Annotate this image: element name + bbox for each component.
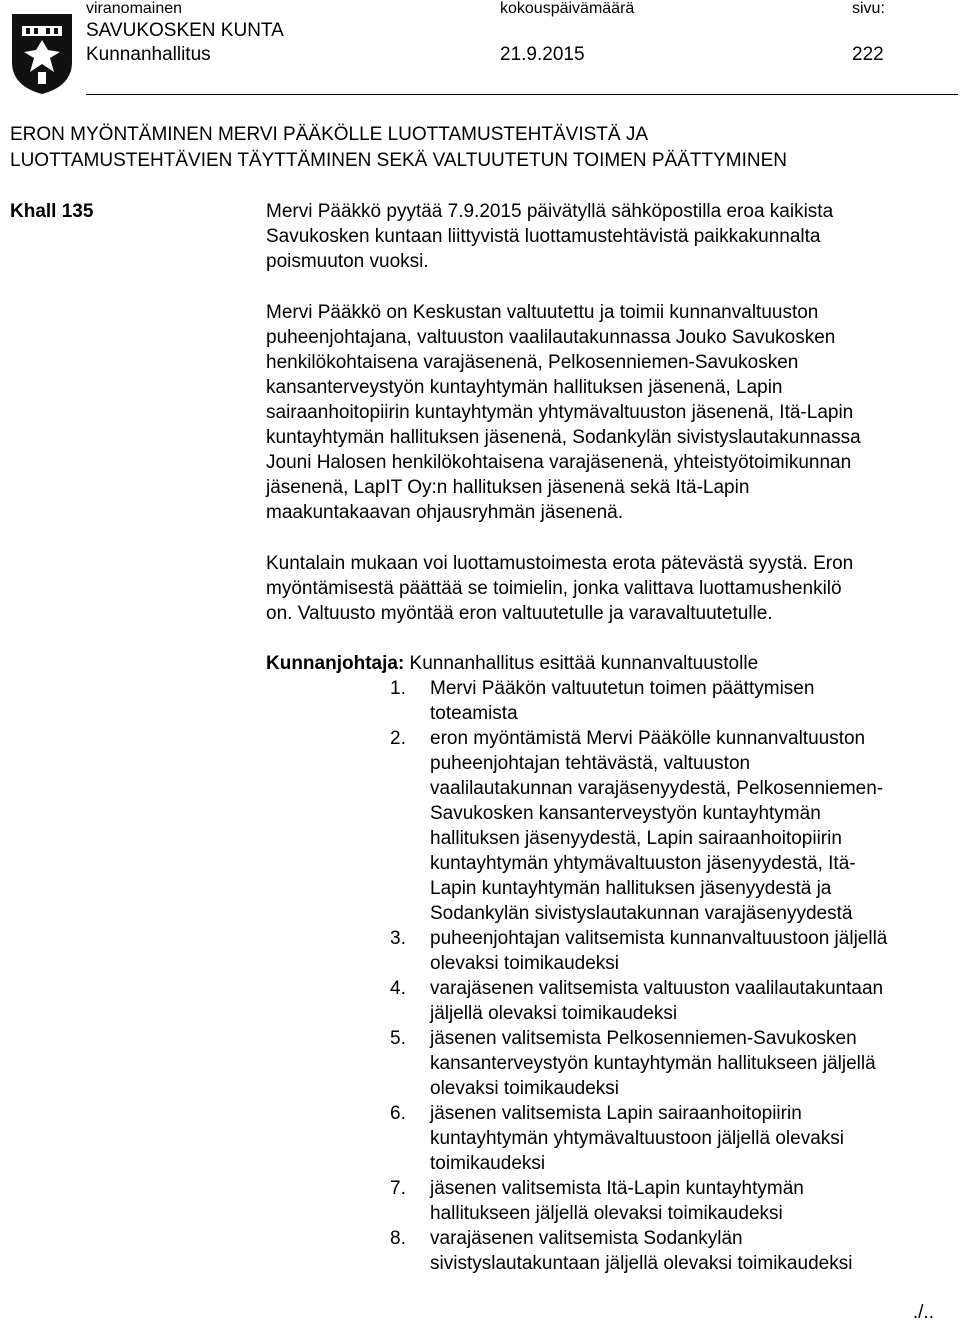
continuation-mark: ./.. — [912, 1302, 934, 1323]
text-line: puheenjohtajana, valtuuston vaalilautakunnassa Jouko Savukosken — [266, 327, 836, 348]
paragraph-positions — [266, 300, 956, 525]
list-item-number: 3. — [390, 928, 406, 949]
list-item-number: 2. — [390, 728, 406, 749]
list-item-line: Lapin kuntayhtymän hallituksen jäsenyydestä ja — [430, 878, 832, 899]
authority-name: Kunnanhallitus — [86, 44, 211, 65]
list-item-line: jäsenen valitsemista Pelkosenniemen-Savukosken — [430, 1028, 857, 1049]
text-line: sairaanhoitopiirin kuntayhtymän yhtymävaltuuston jäsenenä, Itä-Lapin — [266, 402, 854, 423]
list-item-line: Mervi Pääkön valtuutetun toimen päättymisen — [430, 678, 815, 699]
list-item-line: toimikaudeksi — [430, 1153, 546, 1174]
header-label-authority: viranomainen — [86, 0, 183, 17]
list-item-number: 4. — [390, 978, 406, 999]
list-item-line: toteamista — [430, 703, 518, 724]
list-item-line: jäsenen valitsemista Lapin sairaanhoitopiirin — [430, 1103, 802, 1124]
header-divider — [86, 94, 958, 95]
text-line: on. Valtuusto myöntää eron valtuutetulle ja varavaltuutetulle. — [266, 603, 773, 624]
list-item-line: varajäsenen valitsemista valtuuston vaalilautakuntaan — [430, 978, 884, 999]
list-item-line: olevaksi toimikaudeksi — [430, 953, 620, 974]
list-item-line: hallituksen jäsenyydestä, Lapin sairaanhoitopiirin — [430, 828, 842, 849]
list-item-line: varajäsenen valitsemista Sodankylän — [430, 1228, 743, 1249]
text-line: maakuntakaavan ohjausryhmän jäsenenä. — [266, 502, 624, 523]
text-line: Kuntalain mukaan voi luottamustoimesta erota pätevästä syystä. Eron — [266, 553, 854, 574]
text-line: poismuuton vuoksi. — [266, 251, 429, 272]
list-item-number: 8. — [390, 1228, 406, 1249]
list-item-line: Sodankylän sivistyslautakunnan varajäsenyydestä — [430, 903, 853, 924]
text-line: Savukosken kuntaan liittyvistä luottamustehtävistä paikkakunnalta — [266, 226, 821, 247]
municipality-name: SAVUKOSKEN KUNTA — [86, 20, 284, 41]
list-item-line: kuntayhtymän yhtymävaltuustoon jäljellä olevaksi — [430, 1128, 844, 1149]
text-line: kuntayhtymän hallituksen jäsenenä, Sodankylän sivistyslautakunnassa — [266, 427, 861, 448]
list-item-number: 1. — [390, 678, 406, 699]
proposal-line — [266, 651, 758, 676]
list-item-line: hallitukseen jäljellä olevaksi toimikaudeksi — [430, 1203, 783, 1224]
list-item-number: 6. — [390, 1103, 406, 1124]
title-line: ERON MYÖNTÄMINEN MERVI PÄÄKÖLLE LUOTTAMUSTEHTÄVISTÄ JA — [10, 124, 649, 145]
header-label-date: kokouspäivämäärä — [500, 0, 635, 17]
text-line: Jouni Halosen henkilökohtaisena varajäsenenä, yhteistyötoimikunnan — [266, 452, 852, 473]
text-line: myöntämisestä päättää se toimielin, jonka valittava luottamushenkilö — [266, 578, 842, 599]
document-title — [10, 122, 950, 174]
text-line: Mervi Pääkkö pyytää 7.9.2015 päivätyllä sähköpostilla eroa kaikista — [266, 201, 834, 222]
proposal-label: Kunnanjohtaja: — [266, 653, 405, 674]
list-item-line: kuntayhtymän yhtymävaltuuston jäsenyydestä, Itä- — [430, 853, 856, 874]
list-item-line: vaalilautakunnan varajäsenyydestä, Pelkosenniemen- — [430, 778, 884, 799]
header-label-page: sivu: — [852, 0, 885, 17]
list-item-line: eron myöntämistä Mervi Pääkölle kunnanvaltuuston — [430, 728, 866, 749]
list-item-line: sivistyslautakuntaan jäljellä olevaksi toimikaudeksi — [430, 1253, 853, 1274]
list-item — [380, 1176, 958, 1226]
proposal-list — [380, 676, 958, 1276]
text-line: Mervi Pääkkö on Keskustan valtuutettu ja toimii kunnanvaltuuston — [266, 302, 819, 323]
list-item — [380, 1226, 958, 1276]
coat-of-arms-icon — [10, 12, 74, 96]
list-item-number: 5. — [390, 1028, 406, 1049]
list-item-line: puheenjohtajan tehtävästä, valtuuston — [430, 753, 751, 774]
text-line: kansanterveystyön kuntayhtymän hallituksen jäsenenä, Lapin — [266, 377, 783, 398]
list-item-line: jäsenen valitsemista Itä-Lapin kuntayhtymän — [430, 1178, 804, 1199]
list-item-line: kansanterveystyön kuntayhtymän hallitukseen jäljellä — [430, 1053, 876, 1074]
text-line: jäsenenä, LapIT Oy:n hallituksen jäsenenä sekä Itä-Lapin — [266, 477, 750, 498]
list-item — [380, 726, 958, 926]
section-label: Khall 135 — [10, 201, 94, 222]
list-item-line: Savukosken kansanterveystyön kuntayhtymän — [430, 803, 821, 824]
list-item — [380, 976, 958, 1026]
list-item-number: 7. — [390, 1178, 406, 1199]
meeting-date: 21.9.2015 — [500, 44, 585, 65]
list-item-line: olevaksi toimikaudeksi — [430, 1078, 620, 1099]
text-line: henkilökohtaisena varajäsenenä, Pelkosenniemen-Savukosken — [266, 352, 799, 373]
title-line: LUOTTAMUSTEHTÄVIEN TÄYTTÄMINEN SEKÄ VALTUUTETUN TOIMEN PÄÄTTYMINEN — [10, 150, 787, 171]
paragraph-request — [266, 199, 956, 274]
proposal-text: Kunnanhallitus esittää kunnanvaltuustolle — [404, 653, 759, 674]
list-item — [380, 676, 958, 726]
list-item — [380, 926, 958, 976]
list-item-line: puheenjohtajan valitsemista kunnanvaltuustoon jäljellä — [430, 928, 888, 949]
page-number: 222 — [852, 44, 884, 65]
list-item — [380, 1101, 958, 1176]
paragraph-law — [266, 551, 956, 626]
list-item-line: jäljellä olevaksi toimikaudeksi — [430, 1003, 678, 1024]
list-item — [380, 1026, 958, 1101]
